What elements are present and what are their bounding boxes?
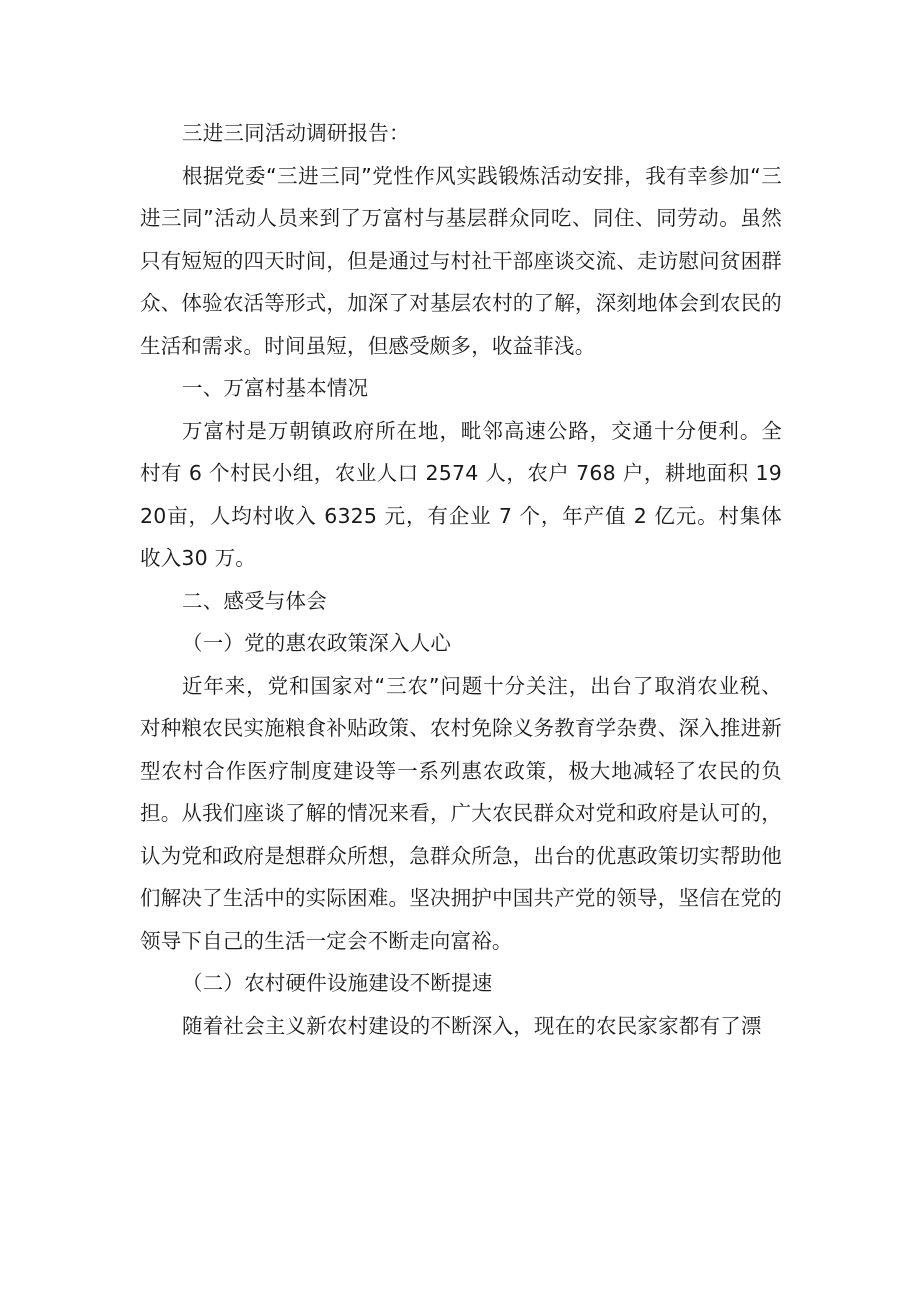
- subsection-heading-policy: （一）党的惠农政策深入人心: [182, 631, 452, 655]
- basic-info-paragraph: 万富村是万朝镇政府所在地，毗邻高速公路，交通十分便利。全村有 6 个村民小组，农业人口 2574 人，农户 768 户，耕地面积 1920亩，人均村收入 6325 元，有企业 7 个，年产值 2 亿元。村集体收入30 万。: [140, 418, 782, 570]
- document-body: [140, 112, 782, 1047]
- section-heading-feelings: 二、感受与体会: [182, 588, 327, 613]
- document-title: 三进三同活动调研报告：: [182, 121, 410, 145]
- infrastructure-paragraph: 随着社会主义新农村建设的不断深入，现在的农民家家都有了漂: [182, 1013, 762, 1038]
- subsection-heading-infrastructure: （二）农村硬件设施建设不断提速: [182, 971, 493, 995]
- policy-paragraph: 近年来，党和国家对“三农”问题十分关注，出台了取消农业税、对种粮农民实施粮食补贴政策、农村免除义务教育学杂费、深入推进新型农村合作医疗制度建设等一系列惠农政策，极大地减轻了农民的负担。从我们座谈了解的情况来看，广大农民群众对党和政府是认可的，认为党和政府是想群众所想，急群众所急，出台的优惠政策切实帮助他们解决了生活中的实际困难。坚决拥护中国共产党的领导，坚信在党的领导下自己的生活一定会不断走向富裕。: [140, 673, 782, 953]
- intro-paragraph: 根据党委“三进三同”党性作风实践锻炼活动安排，我有幸参加“三进三同”活动人员来到了万富村与基层群众同吃、同住、同劳动。虽然只有短短的四天时间，但是通过与村社干部座谈交流、走访慰问贫困群众、体验农活等形式，加深了对基层农村的了解，深刻地体会到农民的生活和需求。时间虽短，但感受颇多，收益菲浅。: [140, 163, 782, 358]
- section-heading-basic-info: 一、万富村基本情况: [182, 376, 369, 400]
